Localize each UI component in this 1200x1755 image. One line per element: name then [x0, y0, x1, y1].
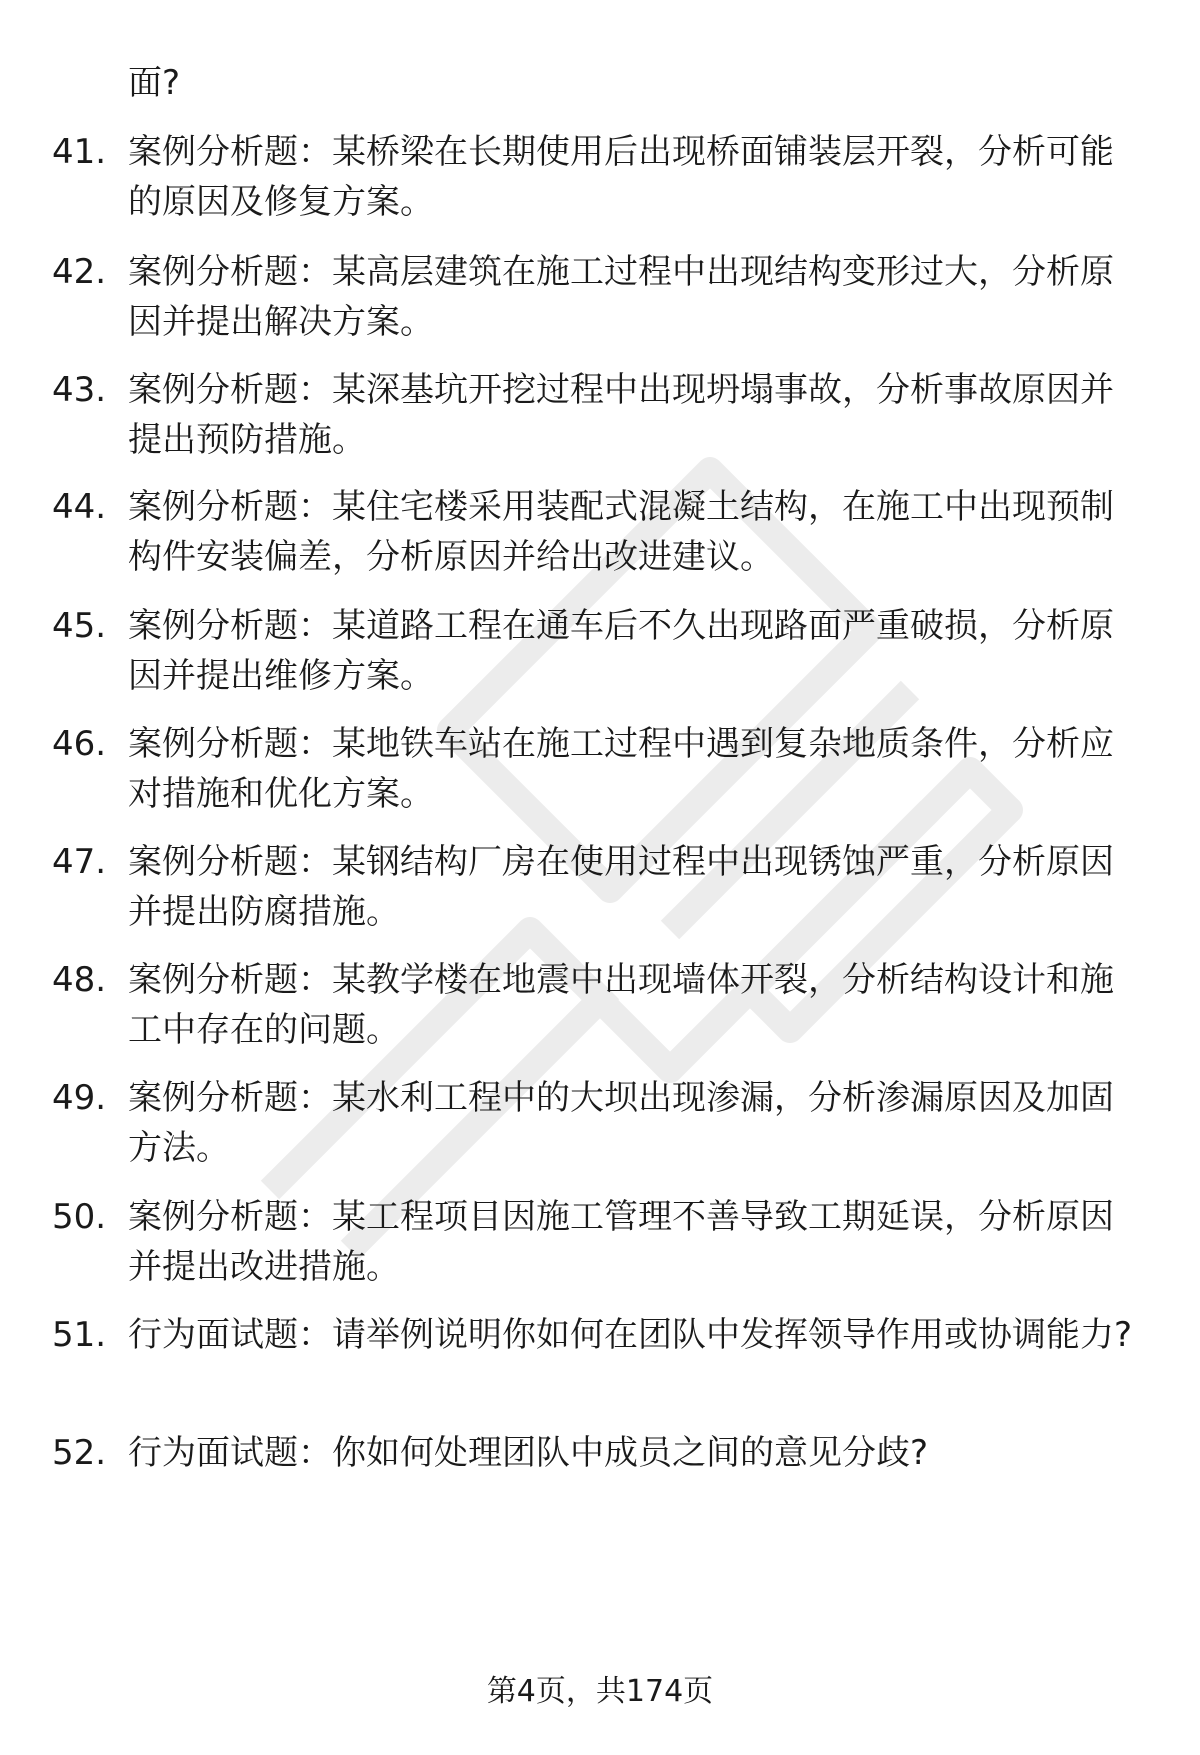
- question-number: 43.: [52, 370, 107, 410]
- question-number: 48.: [52, 960, 107, 1000]
- question-text: 案例分析题：某桥梁在长期使用后出现桥面铺装层开裂，分析可能的原因及修复方案。: [128, 132, 1114, 222]
- question-text: 案例分析题：某住宅楼采用装配式混凝土结构，在施工中出现预制构件安装偏差，分析原因并给出改进建议。: [128, 487, 1114, 577]
- question-text: 案例分析题：某水利工程中的大坝出现渗漏，分析渗漏原因及加固方法。: [128, 1078, 1114, 1168]
- question-number: 50.: [52, 1197, 107, 1237]
- question-text: 案例分析题：某钢结构厂房在使用过程中出现锈蚀严重，分析原因并提出防腐措施。: [128, 842, 1114, 932]
- question-text: 案例分析题：某道路工程在通车后不久出现路面严重破损，分析原因并提出维修方案。: [128, 606, 1114, 696]
- question-text: 案例分析题：某深基坑开挖过程中出现坍塌事故，分析事故原因并提出预防措施。: [128, 370, 1114, 460]
- question-number: 44.: [52, 487, 107, 527]
- question-number: 46.: [52, 724, 107, 764]
- question-text: 行为面试题：请举例说明你如何在团队中发挥领导作用或协调能力?: [128, 1315, 1133, 1355]
- question-number: 47.: [52, 842, 107, 882]
- question-number: 51.: [52, 1315, 107, 1355]
- question-text: 案例分析题：某教学楼在地震中出现墙体开裂，分析结构设计和施工中存在的问题。: [128, 960, 1114, 1050]
- question-number: 49.: [52, 1078, 107, 1118]
- question-text: 案例分析题：某工程项目因施工管理不善导致工期延误，分析原因并提出改进措施。: [128, 1197, 1114, 1287]
- continuation-text: 面?: [128, 63, 181, 103]
- question-number: 52.: [52, 1433, 107, 1473]
- question-number: 42.: [52, 252, 107, 292]
- question-text: 行为面试题：你如何处理团队中成员之间的意见分歧?: [128, 1433, 929, 1473]
- page-footer: 第4页，共174页: [486, 1674, 714, 1709]
- question-number: 45.: [52, 606, 107, 646]
- question-number: 41.: [52, 132, 107, 172]
- question-text: 案例分析题：某地铁车站在施工过程中遇到复杂地质条件，分析应对措施和优化方案。: [128, 724, 1114, 814]
- question-text: 案例分析题：某高层建筑在施工过程中出现结构变形过大，分析原因并提出解决方案。: [128, 252, 1114, 342]
